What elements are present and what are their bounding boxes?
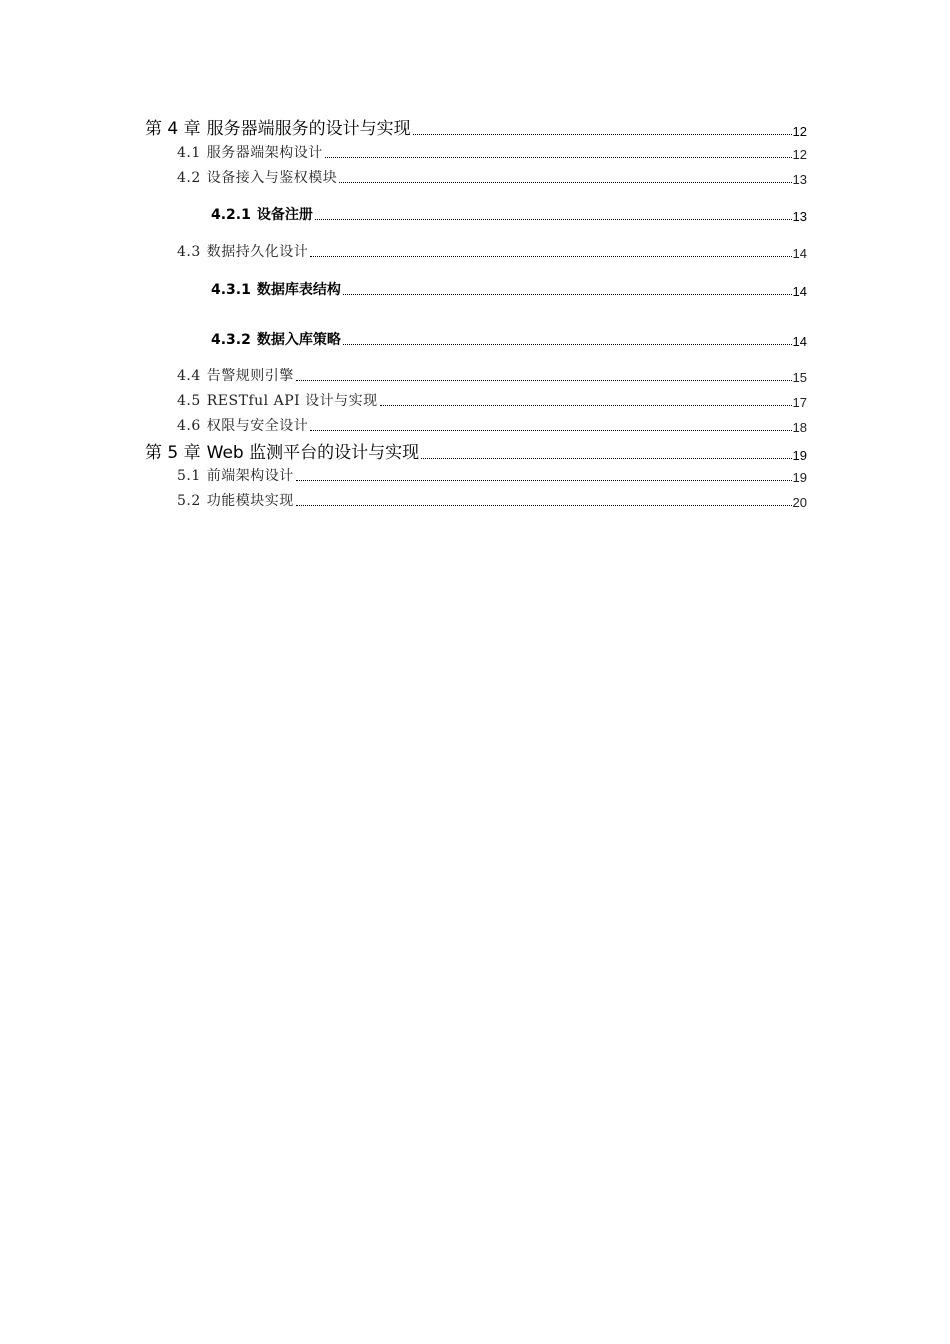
toc-page-number: 12 [792,124,807,139]
toc-entry-title: 4.3.2 数据入库策略 [211,332,341,348]
dot-leader [339,182,791,183]
dot-leader [343,294,792,295]
toc-entry-4-5[interactable] [177,391,807,410]
toc-entry-5-1[interactable] [177,466,807,485]
toc-entry-title: 4.3 数据持久化设计 [177,244,309,260]
dot-leader [296,480,792,481]
toc-entry-4-3-1[interactable] [211,280,807,299]
dot-leader [315,219,792,220]
toc-page-number: 14 [792,284,807,299]
toc-entry-4-3-2[interactable] [211,330,807,349]
dot-leader [296,505,792,506]
toc-entry-title: 4.4 告警规则引擎 [177,368,294,384]
dot-leader [343,344,792,345]
toc-page-number: 19 [792,448,807,463]
toc-entry-4-2[interactable] [177,168,807,187]
toc-page-number: 20 [792,495,807,510]
toc-page-number: 18 [792,420,807,435]
toc-page-number: 15 [792,370,807,385]
toc-page-number: 13 [792,209,807,224]
toc-entry-4-6[interactable] [177,416,807,435]
toc-entry-chapter-4[interactable] [145,117,807,139]
toc-entry-title: 4.2 设备接入与鉴权模块 [177,170,338,186]
toc-entry-4-1[interactable] [177,143,807,162]
dot-leader [421,458,791,459]
toc-page-number: 17 [792,395,807,410]
toc-entry-5-2[interactable] [177,491,807,510]
toc-entry-title: 4.6 权限与安全设计 [177,418,309,434]
toc-page-number: 19 [792,470,807,485]
dot-leader [310,256,791,257]
toc-entry-title: 4.3.1 数据库表结构 [211,282,341,298]
toc-page-number: 14 [792,246,807,261]
toc-page-number: 12 [792,147,807,162]
toc-entry-4-3[interactable] [177,242,807,261]
toc-entry-4-2-1[interactable] [211,205,807,224]
toc-entry-title: 第 4 章 服务器端服务的设计与实现 [145,119,411,139]
toc-entry-4-4[interactable] [177,366,807,385]
toc-entry-chapter-5[interactable] [145,441,807,463]
toc-entry-title: 第 5 章 Web 监测平台的设计与实现 [145,443,420,463]
dot-leader [296,380,792,381]
dot-leader [413,134,792,135]
toc-entry-title: 4.2.1 设备注册 [211,207,313,223]
toc-entry-title: 4.1 服务器端架构设计 [177,145,323,161]
toc-entry-title: 5.2 功能模块实现 [177,493,294,509]
toc-page-number: 14 [792,334,807,349]
dot-leader [380,405,792,406]
dot-leader [310,430,791,431]
toc-entry-title: 4.5 RESTful API 设计与实现 [177,393,378,409]
toc-page-number: 13 [792,172,807,187]
dot-leader [325,157,792,158]
toc-entry-title: 5.1 前端架构设计 [177,468,294,484]
